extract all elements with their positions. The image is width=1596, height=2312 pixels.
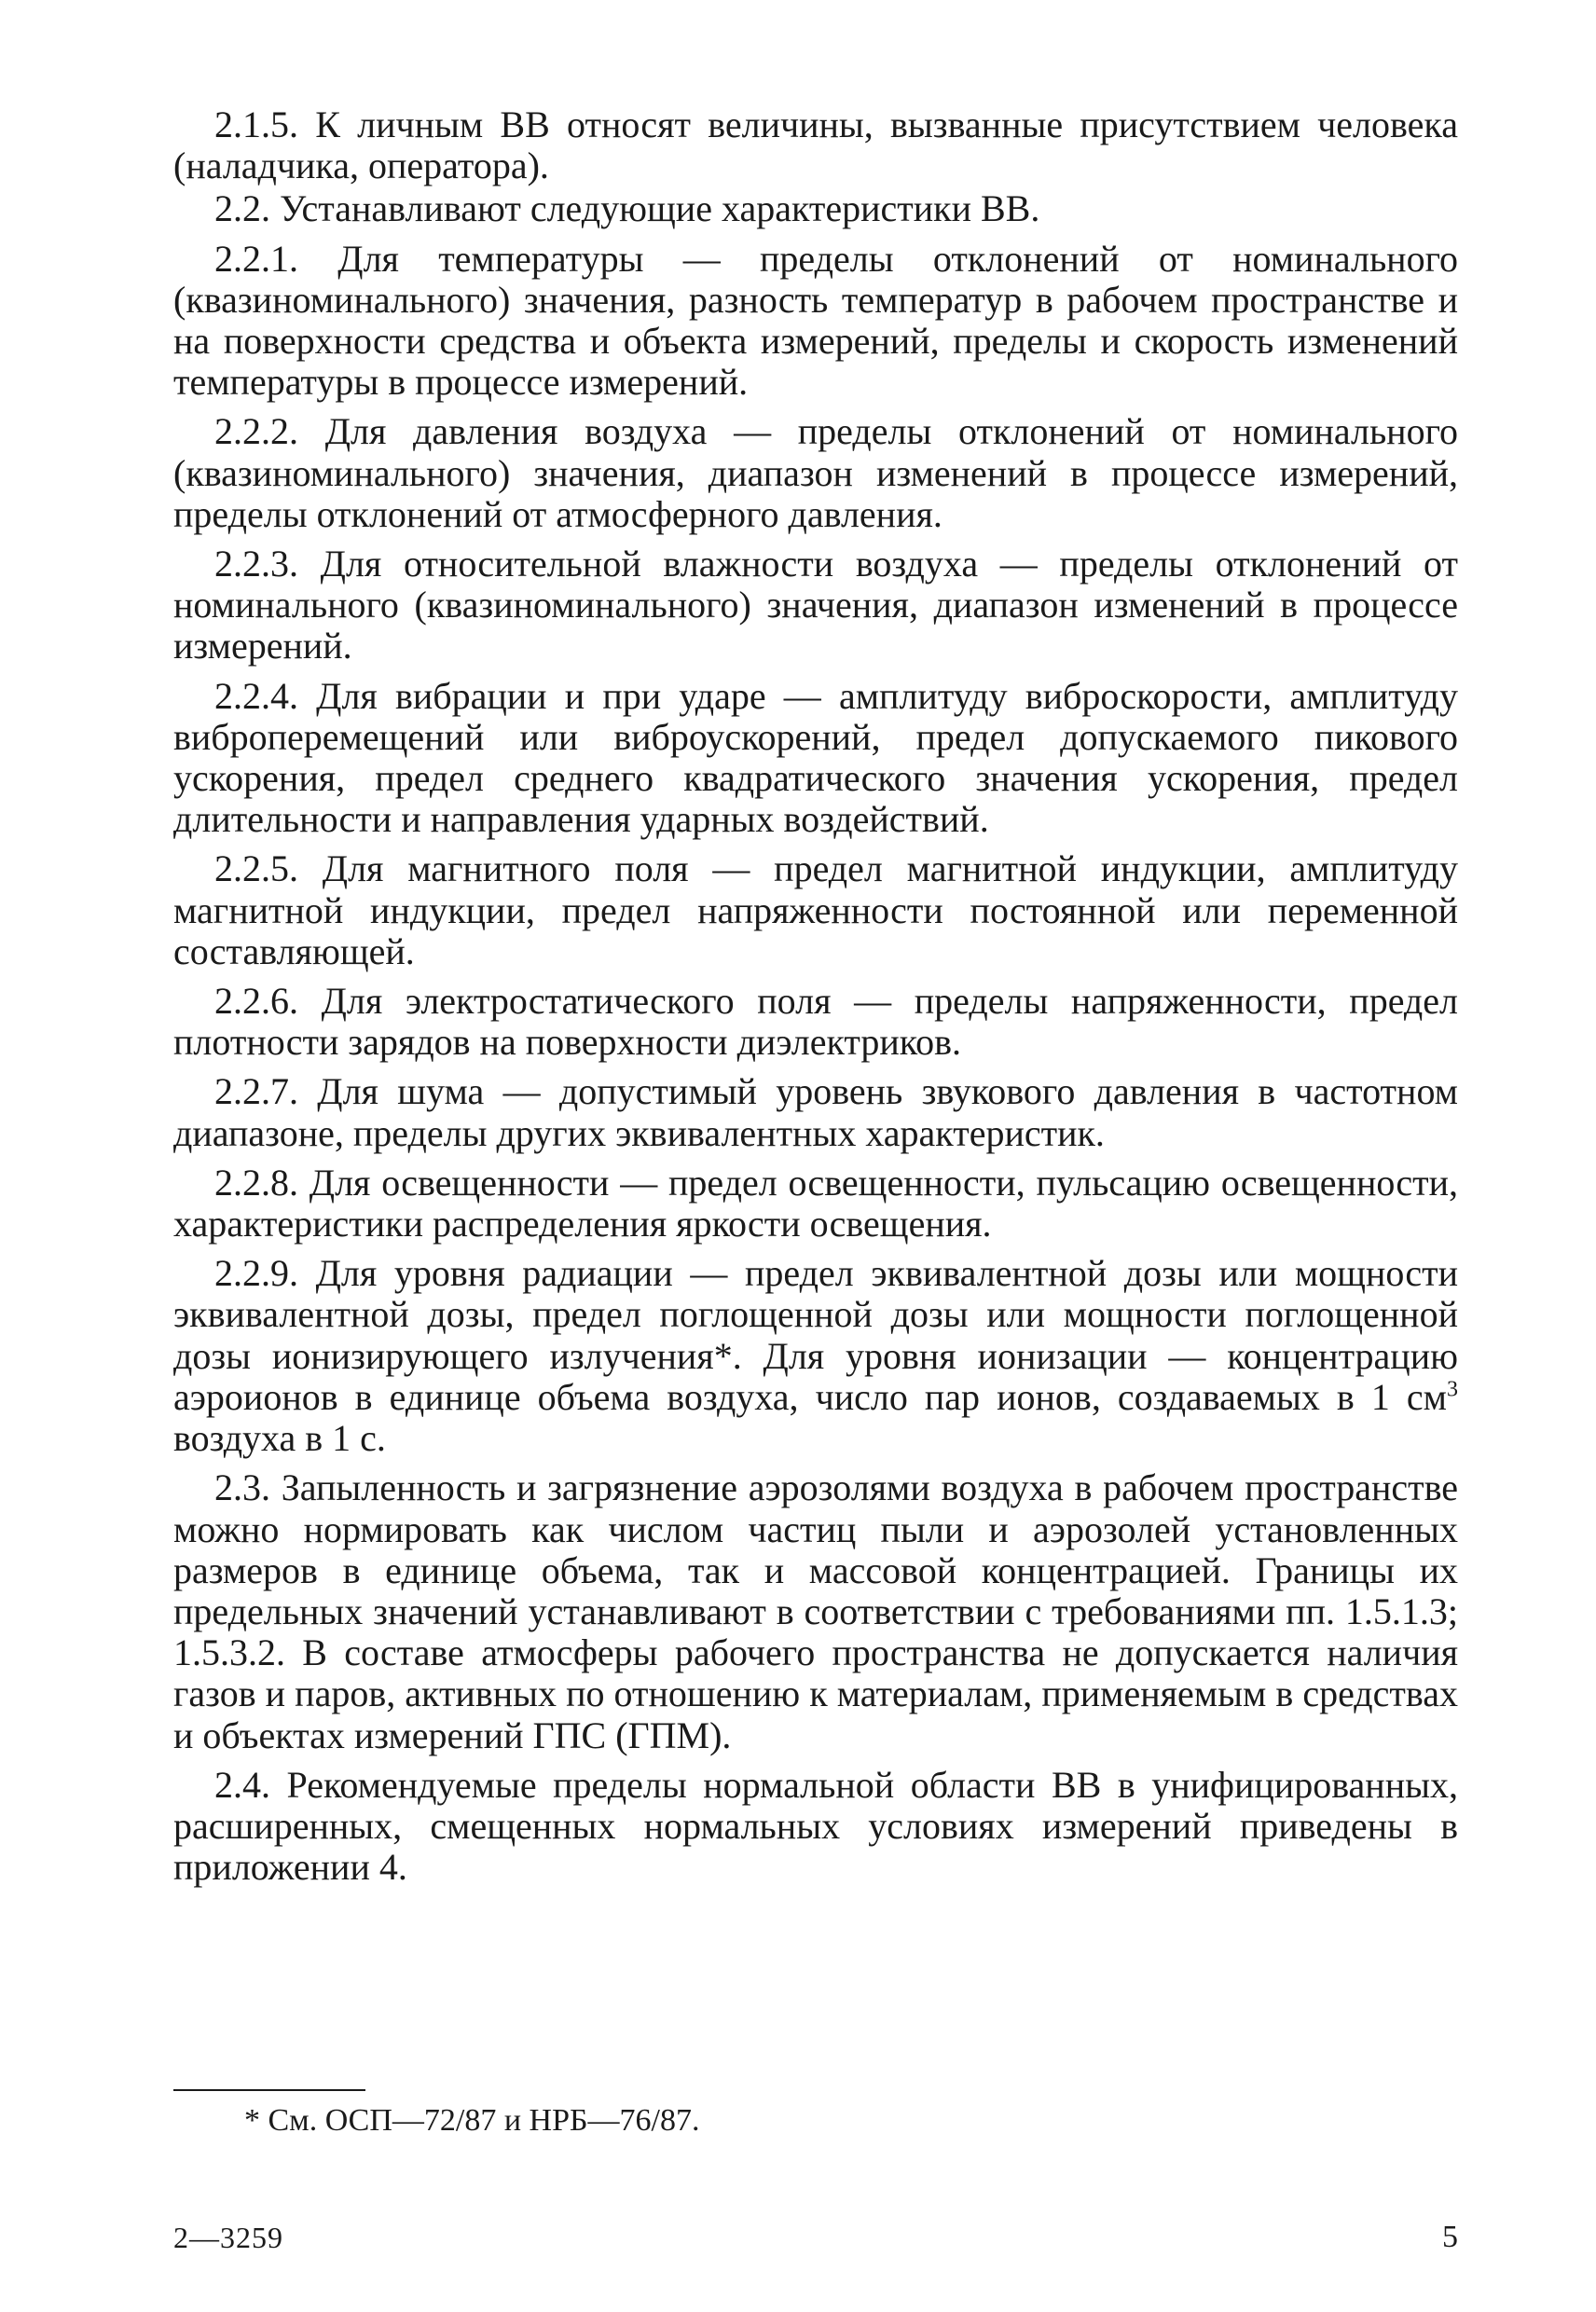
footnote-mark: * bbox=[244, 2103, 260, 2138]
paragraph-2-2-5: 2.2.5. Для магнитного поля — предел магнитной индукции, амплитуду магнитной индукции, предел напряженности постоянной или переменной составляющей. bbox=[173, 847, 1458, 972]
paragraph-2-2-1: 2.2.1. Для температуры — пределы отклонений от номинального (квазиноминального) значения, разность температур в рабочем пространстве и на поверхности средства и объекта измерений, пределы и скорость изменений температуры в процессе измерений. bbox=[173, 237, 1458, 404]
paragraph-2-2: 2.2. Устанавливают следующие характеристики ВВ. bbox=[214, 187, 1040, 230]
paragraph-2-4: 2.4. Рекомендуемые пределы нормальной области ВВ в унифицированных, расширенных, смещенных нормальных условиях измерений приведены в приложении 4. bbox=[173, 1763, 1458, 1889]
footnote-reference-mark[interactable]: * bbox=[713, 1334, 733, 1377]
page-number: 5 bbox=[1442, 2220, 1458, 2254]
paragraph-2-2-9 bbox=[173, 1253, 1458, 1459]
footnote-text: См. ОСП—72/87 и НРБ—76/87. bbox=[260, 2103, 700, 2138]
paragraph-2-2-9-part2: . Для уровня ионизации — концентрацию аэроионов в единице объема воздуха, число пар ионов, создаваемых в 1 см bbox=[173, 1334, 1458, 1418]
paragraph-2-2-4: 2.2.4. Для вибрации и при ударе — амплитуду виброскорости, амплитуду виброперемещений или виброускорений, предел допускаемого пикового ускорения, предел среднего квадратического значения ускорения, предел длительности и направления ударных воздействий. bbox=[173, 674, 1458, 841]
paragraph-2-2-9-part1: 2.2.9. Для уровня радиации — предел эквивалентной дозы или мощности эквивалентной дозы, предел поглощенной дозы или мощности поглощенной дозы ионизирующего излучения bbox=[173, 1252, 1458, 1377]
paragraph-2-1-5: 2.1.5. К личным ВВ относят величины, вызванные присутствием человека (наладчика, оператора). bbox=[173, 103, 1458, 187]
paragraph-2-2-6: 2.2.6. Для электростатического поля — пределы напряженности, предел плотности зарядов на поверхности диэлектриков. bbox=[173, 980, 1458, 1064]
footnote bbox=[244, 2102, 699, 2140]
paragraph-2-2-9-part3: воздуха в 1 с. bbox=[173, 1417, 386, 1460]
paragraph-2-2-2: 2.2.2. Для давления воздуха — пределы отклонений от номинального (квазиноминального) значения, диапазон изменений в процессе измерений, пределы отклонений от атмосферного давления. bbox=[173, 410, 1458, 535]
superscript-cubic: 3 bbox=[1447, 1377, 1458, 1402]
footnote-divider bbox=[173, 2089, 365, 2091]
paragraph-2-2-3: 2.2.3. Для относительной влажности воздуха — пределы отклонений от номинального (квазиноминального) значения, диапазон изменений в процессе измерений. bbox=[173, 543, 1458, 667]
printer-imprint: 2—3259 bbox=[173, 2221, 283, 2254]
body-text bbox=[173, 104, 1458, 1896]
paragraph-2-2-7: 2.2.7. Для шума — допустимый уровень звукового давления в частотном диапазоне, пределы других эквивалентных характеристик. bbox=[173, 1070, 1458, 1154]
paragraph-2-2-8: 2.2.8. Для освещенности — предел освещенности, пульсацию освещенности, характеристики распределения яркости освещения. bbox=[173, 1161, 1458, 1245]
paragraph-2-3: 2.3. Запыленность и загрязнение аэрозолями воздуха в рабочем пространстве можно нормировать как числом частиц пыли и аэрозолей установленных размеров в единице объема, так и массовой концентрацией. Границы их предельных значений устанавливают в соответствии с требованиями пп. 1.5.1.3; 1.5.3.2. В составе атмосферы рабочего пространства не допускается наличия газов и паров, активных по отношению к материалам, применяемым в средствах и объектах измерений ГПС (ГПМ). bbox=[173, 1466, 1458, 1756]
